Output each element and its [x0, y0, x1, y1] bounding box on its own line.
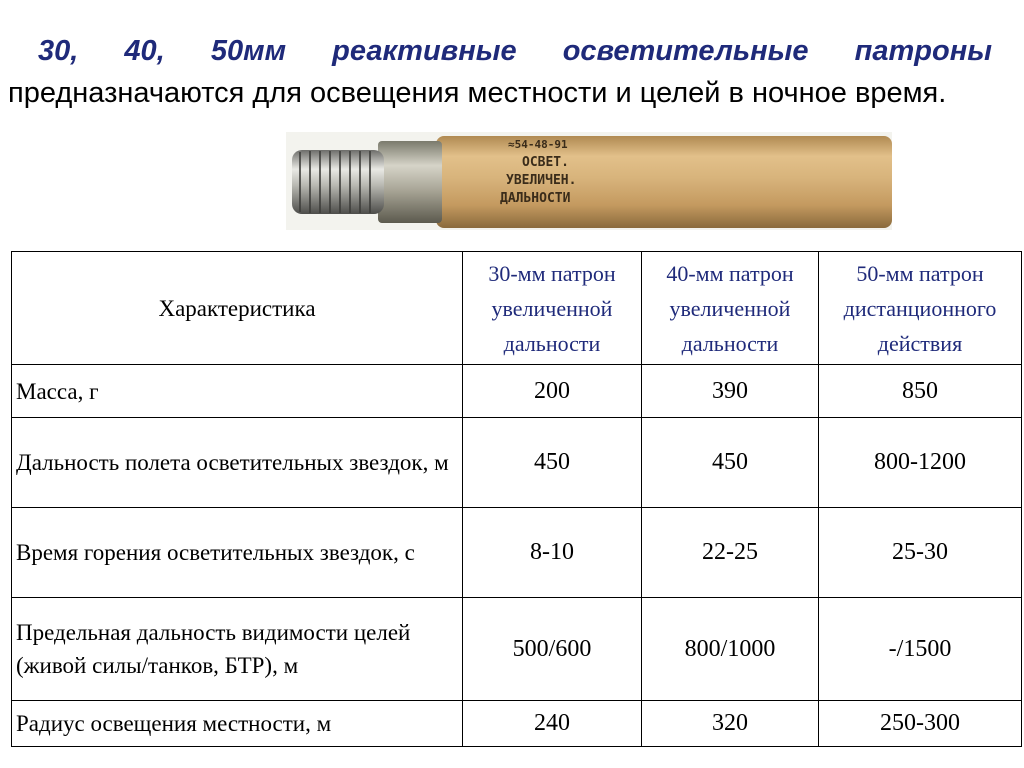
row-label: Время горения осветительных звездок, с — [12, 508, 463, 598]
intro-lead: 30, 40, 50мм реактивные осветительные патроны — [38, 35, 992, 67]
row-label: Масса, г — [12, 365, 463, 418]
stencil-line-2: ОСВЕТ. — [522, 155, 569, 170]
header-label: Характеристика — [12, 252, 463, 365]
cell-value: 500/600 — [463, 598, 642, 701]
row-label: Предельная дальность видимости целей (живой силы/танков, БТР), м — [12, 598, 463, 701]
table-row — [12, 508, 1022, 598]
cell-value: 390 — [642, 365, 819, 418]
cell-value: 22-25 — [642, 508, 819, 598]
table-row — [12, 598, 1022, 701]
cell-value: 800-1200 — [819, 418, 1022, 508]
stencil-line-1: ≈54-48-91 — [508, 138, 568, 151]
cell-value: 850 — [819, 365, 1022, 418]
table-row — [12, 365, 1022, 418]
cell-value: 8-10 — [463, 508, 642, 598]
cell-value: 800/1000 — [642, 598, 819, 701]
cell-value: 240 — [463, 701, 642, 747]
cell-value: 200 — [463, 365, 642, 418]
stencil-line-4: ДАЛЬНОСТИ — [500, 191, 571, 206]
cartridge-photo — [286, 132, 892, 230]
row-label: Дальность полета осветительных звездок, м — [12, 418, 463, 508]
cell-value: 250-300 — [819, 701, 1022, 747]
stencil-line-3: УВЕЛИЧЕН. — [506, 173, 577, 188]
cell-value: 25-30 — [819, 508, 1022, 598]
cell-value: 450 — [463, 418, 642, 508]
row-label: Радиус освещения местности, м — [12, 701, 463, 747]
cell-value: 320 — [642, 701, 819, 747]
cell-value: -/1500 — [819, 598, 1022, 701]
table-header-row — [12, 252, 1022, 365]
intro-rest: предназначаются для освещения местности и целей в ночное время. — [8, 77, 947, 109]
characteristics-table — [11, 251, 1022, 747]
table-row — [12, 418, 1022, 508]
header-40mm: 40-мм патрон увеличенной дальности — [642, 252, 819, 365]
header-50mm: 50-мм патрон дистанционного действия — [819, 252, 1022, 365]
table-row — [12, 701, 1022, 747]
header-30mm: 30-мм патрон увеличенной дальности — [463, 252, 642, 365]
intro-text — [8, 30, 992, 114]
cell-value: 450 — [642, 418, 819, 508]
